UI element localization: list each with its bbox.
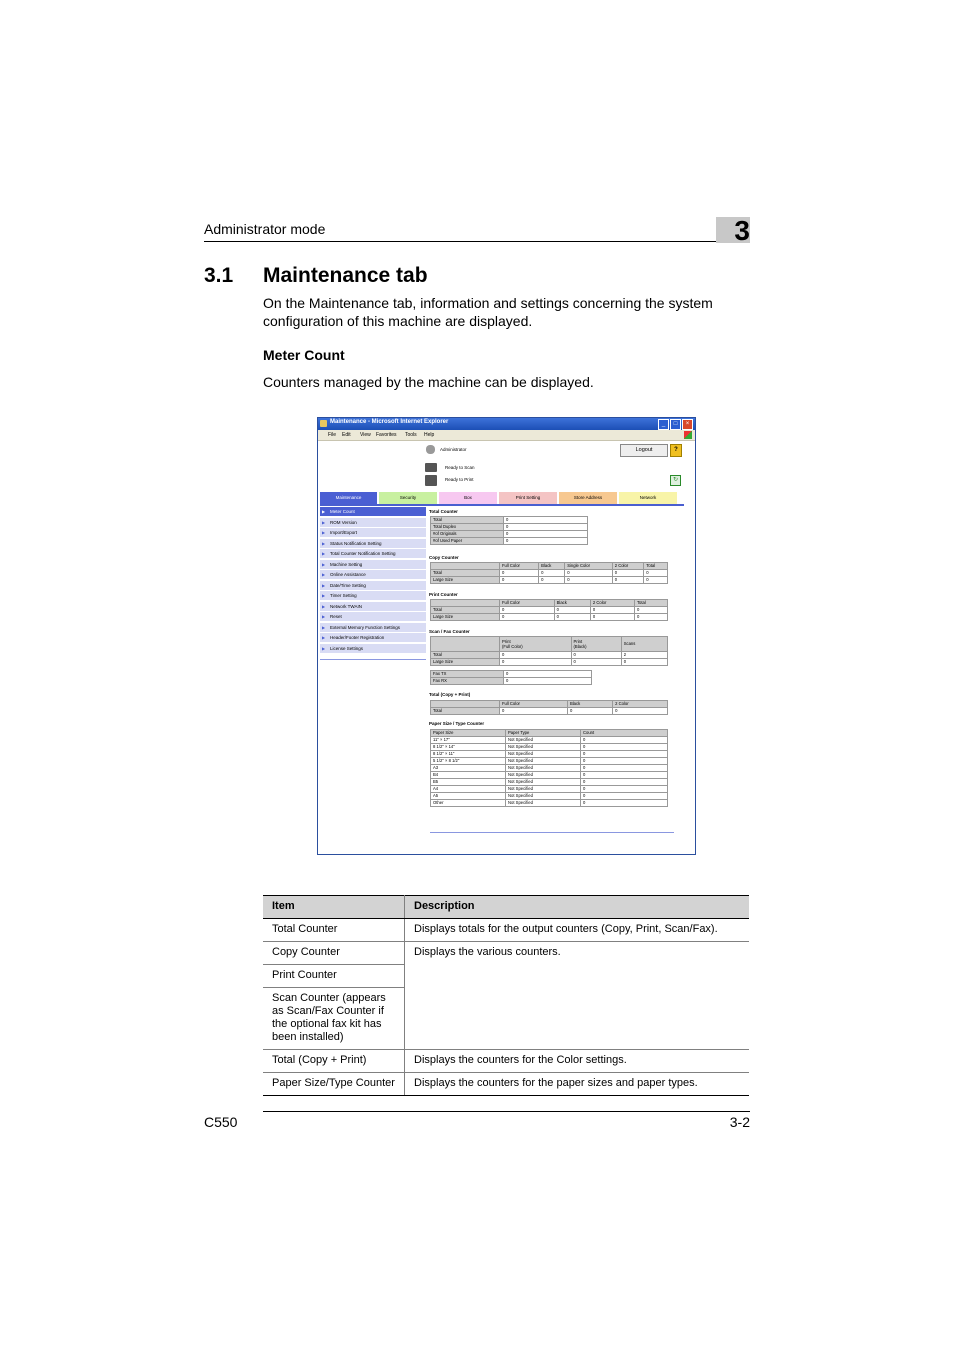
- scanner-icon: [425, 463, 437, 472]
- total-counter-title: Total Counter: [429, 509, 458, 514]
- table-row: 11" × 17" Not Specified 0: [431, 737, 668, 744]
- menu-view[interactable]: View: [360, 432, 371, 438]
- tab-print-setting[interactable]: Print Setting: [499, 492, 557, 504]
- arrow-icon: ▶: [322, 540, 326, 546]
- total-copy-print-title: Total (Copy + Print): [429, 692, 471, 697]
- table-row: Total 0: [431, 517, 588, 524]
- menu-bar: [318, 430, 695, 441]
- footer-model: C550: [204, 1114, 238, 1130]
- table-header-row: [263, 896, 749, 919]
- table-row: Copy Counter Displays the various counters.: [263, 942, 749, 965]
- arrow-icon: ▶: [322, 614, 326, 619]
- table-row: Total Duplex 0: [431, 524, 588, 531]
- table-row: Large Size 0 0 0: [431, 659, 668, 666]
- tab-maintenance[interactable]: Maintenance: [320, 492, 377, 504]
- arrow-icon: ▶: [322, 551, 326, 556]
- minimize-button[interactable]: _: [658, 419, 669, 430]
- sidebar-item-date-time[interactable]: ▶ Date/Time Setting: [320, 581, 426, 590]
- menu-favorites[interactable]: Favorites: [376, 432, 397, 438]
- table-row: B4 Not Specified 0: [431, 772, 668, 779]
- arrow-icon: ▶: [322, 509, 326, 514]
- menu-tools[interactable]: Tools: [405, 432, 417, 438]
- table-row: Large Size 0 0 0 0: [431, 614, 668, 621]
- chapter-number: 3: [734, 215, 750, 246]
- print-counter-title: Print Counter: [429, 592, 458, 597]
- table-row: Fax RX 0: [431, 678, 592, 685]
- table-row: B5 Not Specified 0: [431, 779, 668, 786]
- tab-bar: [320, 492, 684, 504]
- sidebar-item-machine-setting[interactable]: ▶ Machine Setting: [320, 560, 426, 569]
- arrow-icon: ▶: [322, 572, 326, 577]
- menu-file[interactable]: File: [328, 432, 337, 438]
- sidebar-item-network-twain[interactable]: ▶ Network TWAIN: [320, 602, 426, 611]
- table-row: Total 0 0 0 0 0: [431, 570, 668, 577]
- sidebar-item-external-memory[interactable]: ▶ External Memory Function Settings: [320, 623, 426, 632]
- table-row: Scan Counter (appears as Scan/Fax Counter if the optional fax kit has been installed): [263, 988, 749, 1050]
- sidebar-rule: [320, 659, 426, 660]
- arrow-icon: ▶: [322, 519, 326, 525]
- table-header-row: Print (Full Color) Print (Black) Scans: [431, 637, 668, 652]
- table-row: Total (Copy + Print) Displays the counters for the Color settings.: [263, 1050, 749, 1073]
- footer-rule: [263, 1111, 750, 1112]
- table-row: A5 Not Specified 0: [431, 793, 668, 800]
- sidebar: [320, 507, 426, 660]
- printer-icon: [425, 475, 437, 486]
- admin-user-icon: [426, 445, 435, 454]
- sidebar-item-status-notification[interactable]: ▶ Status Notification Setting: [320, 539, 426, 548]
- table-row: Total 0 0 0: [431, 708, 668, 715]
- table-row: Fax TX 0: [431, 671, 592, 678]
- print-status: Ready to Print: [445, 477, 474, 482]
- close-button[interactable]: ×: [682, 419, 693, 430]
- tab-store-address[interactable]: Store Address: [559, 492, 617, 504]
- item-description-table: [263, 895, 749, 1096]
- total-copy-print-table: [430, 700, 668, 715]
- arrow-icon: ▶: [322, 530, 326, 535]
- arrow-icon: ▶: [322, 593, 326, 598]
- table-row: Paper Size/Type Counter Displays the counters for the paper sizes and paper types.: [263, 1073, 749, 1096]
- sidebar-item-total-counter-notification[interactable]: ▶ Total Counter Notification Setting: [320, 549, 426, 558]
- menu-help[interactable]: Help: [424, 432, 435, 438]
- window-title-bar: [318, 418, 695, 430]
- fax-counter-table: [430, 670, 592, 685]
- table-row: Total Counter Displays totals for the output counters (Copy, Print, Scan/Fax).: [263, 919, 749, 942]
- arrow-icon: ▶: [322, 635, 326, 640]
- table-row: Total 0 0 0 0: [431, 607, 668, 614]
- arrow-icon: ▶: [322, 582, 326, 588]
- table-row: A4 Not Specified 0: [431, 786, 668, 793]
- sidebar-item-rom-version[interactable]: ▶ ROM Version: [320, 518, 426, 527]
- user-name: Administrator: [440, 447, 467, 452]
- maximize-button[interactable]: □: [670, 419, 681, 430]
- content-bottom-rule: [430, 832, 674, 833]
- table-row: 5 1/2" × 8 1/2" Not Specified 0: [431, 758, 668, 765]
- copy-counter-title: Copy Counter: [429, 555, 459, 560]
- table-row: #of Used Paper 0: [431, 538, 588, 545]
- print-counter-table: [430, 599, 668, 621]
- sidebar-item-license[interactable]: ▶ License Settings: [320, 644, 426, 653]
- tab-box[interactable]: Box: [439, 492, 497, 504]
- scan-status: Ready to Scan: [445, 465, 475, 470]
- table-header-row: Full Color Black 2 Color: [431, 701, 668, 708]
- arrow-icon: ▶: [322, 624, 326, 630]
- menu-edit[interactable]: Edit: [342, 432, 351, 438]
- sidebar-item-timer[interactable]: ▶ Timer Setting: [320, 591, 426, 600]
- sidebar-item-import-export[interactable]: ▶ Import/Export: [320, 528, 426, 537]
- ie-icon: [320, 420, 327, 427]
- paper-counter-table: [430, 729, 668, 807]
- table-row: #of Originals 0: [431, 531, 588, 538]
- table-row: Other Not Specified 0: [431, 800, 668, 807]
- table-row: Total 0 0 2: [431, 652, 668, 659]
- table-header-row: Paper Size Paper Type Count: [431, 730, 668, 737]
- table-row: 8 1/2" × 14" Not Specified 0: [431, 744, 668, 751]
- running-header: Administrator mode: [204, 221, 326, 237]
- copy-counter-table: [430, 562, 668, 584]
- tab-security[interactable]: Security: [379, 492, 437, 504]
- header-description: Description: [405, 896, 750, 919]
- logout-button[interactable]: Logout: [620, 444, 668, 457]
- sidebar-item-online-assistance[interactable]: ▶ Online Assistance: [320, 570, 426, 579]
- table-row: A3 Not Specified 0: [431, 765, 668, 772]
- browser-screenshot: [317, 417, 696, 855]
- arrow-icon: ▶: [322, 645, 326, 651]
- arrow-icon: ▶: [322, 603, 326, 609]
- table-row: 8 1/2" × 11" Not Specified 0: [431, 751, 668, 758]
- section-number: 3.1: [204, 264, 234, 287]
- subsection-title: Meter Count: [263, 347, 345, 363]
- tab-network[interactable]: Network: [619, 492, 677, 504]
- total-counter-table: [430, 516, 588, 545]
- window-title: Maintenance - Microsoft Internet Explorer: [330, 419, 449, 425]
- table-header-row: Full Color Black 2 Color Total: [431, 600, 668, 607]
- section-title: Maintenance tab: [263, 264, 428, 287]
- section-intro: On the Maintenance tab, information and settings concerning the system configuration of this machine are displayed.: [263, 295, 713, 329]
- table-row: Large Size 0 0 0 0 0: [431, 577, 668, 584]
- footer-page-number: 3-2: [729, 1114, 750, 1130]
- refresh-icon[interactable]: ↻: [670, 475, 681, 486]
- scan-fax-counter-table: [430, 636, 668, 666]
- table-row: Print Counter: [263, 965, 749, 988]
- sidebar-item-meter-count[interactable]: ▶ Meter Count: [320, 507, 426, 516]
- subsection-text: Counters managed by the machine can be displayed.: [263, 374, 594, 390]
- help-button[interactable]: ?: [670, 444, 682, 457]
- paper-counter-title: Paper Size / Type Counter: [429, 721, 485, 726]
- windows-logo-icon: [684, 431, 692, 439]
- scan-fax-counter-title: Scan / Fax Counter: [429, 629, 470, 634]
- table-header-row: Full Color Black Single Color 2 Color Total: [431, 563, 668, 570]
- header-item: Item: [263, 896, 405, 919]
- sidebar-item-header-footer[interactable]: ▶ Header/Footer Registration: [320, 633, 426, 642]
- sidebar-item-reset[interactable]: ▶ Reset: [320, 612, 426, 621]
- tab-underline: [320, 504, 684, 506]
- arrow-icon: ▶: [322, 561, 326, 567]
- header-rule: [204, 241, 750, 242]
